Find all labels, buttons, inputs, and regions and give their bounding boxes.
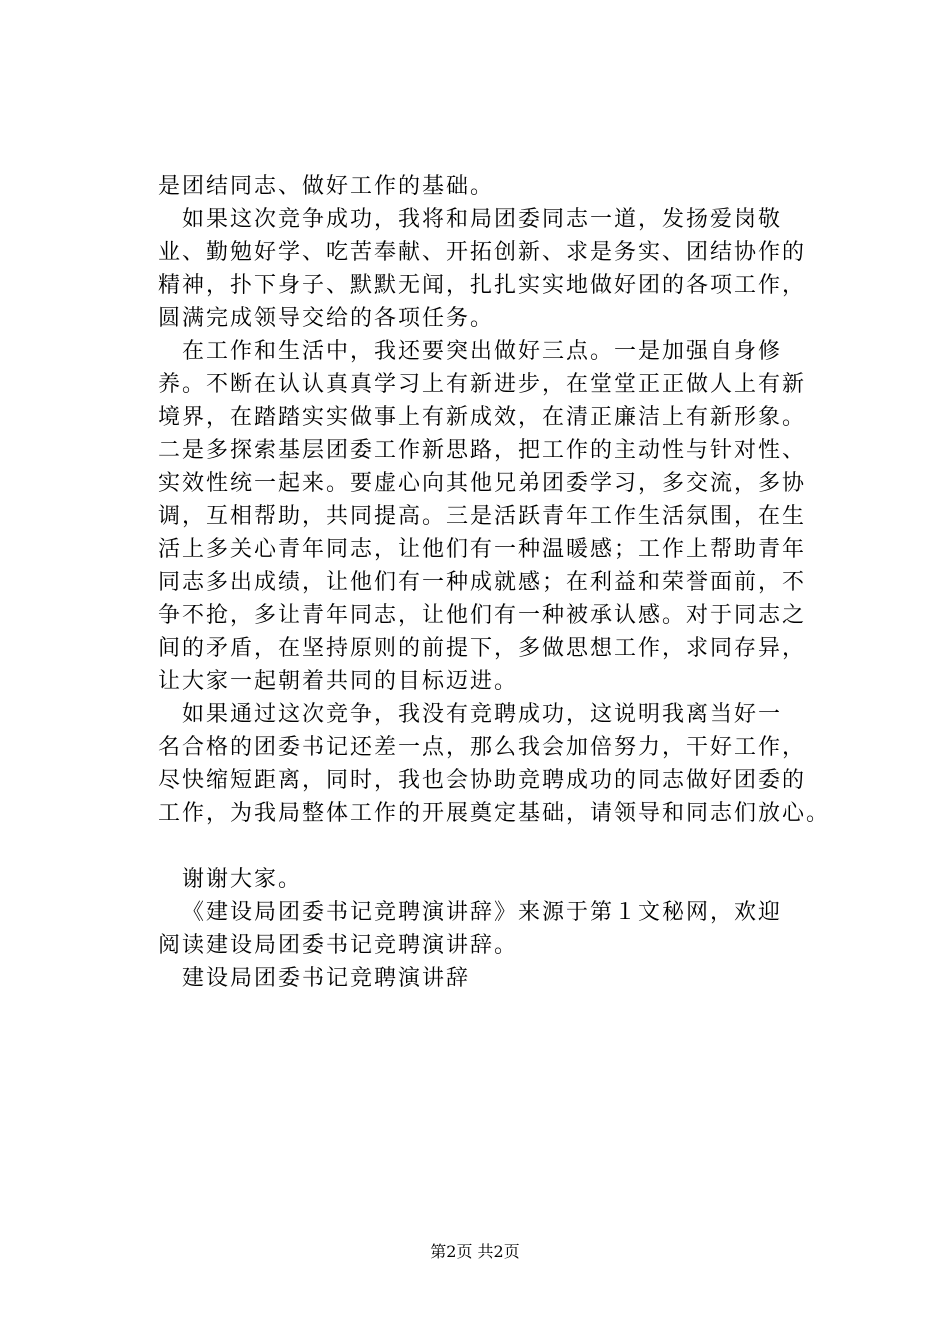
- paragraph-line-10: 实效性统一起来。要虚心向其他兄弟团委学习，多交流，多协: [158, 471, 807, 496]
- paragraph-line-7: 养。不断在认认真真学习上有新进步，在堂堂正正做人上有新: [158, 372, 807, 397]
- paragraph-line-20: 工作，为我局整体工作的开展奠定基础，请领导和同志们放心。: [158, 801, 831, 826]
- page-number: 第2页 共2页: [430, 1242, 520, 1261]
- paragraph-line-12: 活上多关心青年同志，让他们有一种温暖感；工作上帮助青年: [158, 537, 807, 562]
- paragraph-line-24: 建设局团委书记竞聘演讲辞: [182, 966, 471, 991]
- paragraph-line-2: 如果这次竞争成功，我将和局团委同志一道，发扬爱岗敬: [182, 207, 783, 232]
- paragraph-line-17: 如果通过这次竞争，我没有竞聘成功，这说明我离当好一: [182, 702, 783, 727]
- paragraph-line-23: 阅读建设局团委书记竞聘演讲辞。: [158, 933, 519, 958]
- paragraph-line-4: 精神，扑下身子、默默无闻，扎扎实实地做好团的各项工作，: [158, 273, 807, 298]
- page-footer: [0, 1242, 950, 1262]
- paragraph-line-14: 争不抢，多让青年同志，让他们有一种被承认感。对于同志之: [158, 603, 807, 628]
- paragraph-line-19: 尽快缩短距离，同时，我也会协助竞聘成功的同志做好团委的: [158, 768, 807, 793]
- paragraph-line-13: 同志多出成绩，让他们有一种成就感；在利益和荣誉面前，不: [158, 570, 807, 595]
- paragraph-line-6: 在工作和生活中，我还要突出做好三点。一是加强自身修: [182, 339, 783, 364]
- paragraph-line-3: 业、勤勉好学、吃苦奉献、开拓创新、求是务实、团结协作的: [158, 240, 807, 265]
- paragraph-line-18: 名合格的团委书记还差一点，那么我会加倍努力，干好工作，: [158, 735, 807, 760]
- paragraph-line-11: 调，互相帮助，共同提高。三是活跃青年工作生活氛围，在生: [158, 504, 807, 529]
- paragraph-line-16: 让大家一起朝着共同的目标迈进。: [158, 669, 519, 694]
- paragraph-line-9: 二是多探索基层团委工作新思路，把工作的主动性与针对性、: [158, 438, 807, 463]
- paragraph-line-21: 谢谢大家。: [182, 867, 303, 892]
- paragraph-line-5: 圆满完成领导交给的各项任务。: [158, 306, 495, 331]
- paragraph-line-15: 间的矛盾，在坚持原则的前提下，多做思想工作，求同存异，: [158, 636, 807, 661]
- paragraph-line-8: 境界，在踏踏实实做事上有新成效，在清正廉洁上有新形象。: [158, 405, 807, 430]
- paragraph-line-22: 《建设局团委书记竞聘演讲辞》来源于第１文秘网，欢迎: [182, 900, 783, 925]
- paragraph-line-1: 是团结同志、做好工作的基础。: [158, 174, 495, 199]
